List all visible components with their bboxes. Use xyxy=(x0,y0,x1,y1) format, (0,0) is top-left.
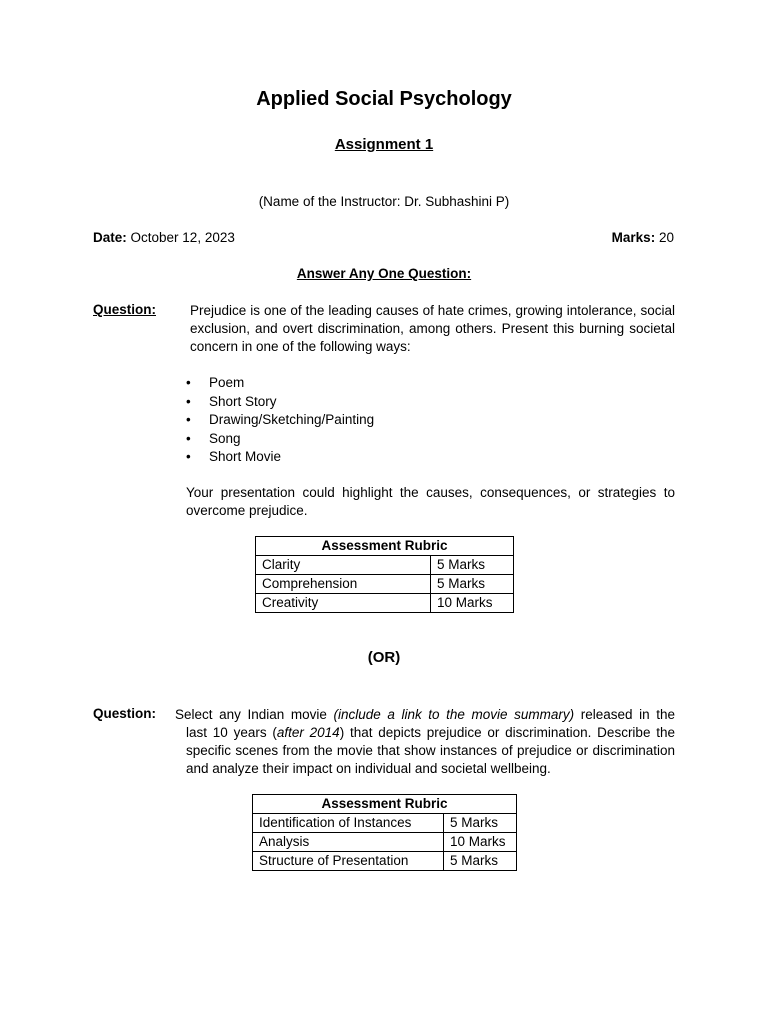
rubric-marks: 5 Marks xyxy=(431,575,514,594)
question-1-text: Prejudice is one of the leading causes of hate crimes, growing intolerance, social exclusion, and overt discrimination, among others. Present this burning societal concern in one of the following ways: xyxy=(190,303,675,354)
rubric-criterion: Structure of Presentation xyxy=(253,852,444,871)
q2-rest-end: ) that depicts prejudice or discrimination. Describe the specific scenes from the movie that show instances of prejudice or discrimination and analyze their impact on individual and societal wellbeing. xyxy=(186,725,675,776)
presentation-note: Your presentation could highlight the causes, consequences, or strategies to overcome prejudice. xyxy=(186,485,675,518)
table-header-row xyxy=(256,537,514,556)
question-1-label: Question: xyxy=(93,302,156,317)
list-item: • Drawing/Sketching/Painting xyxy=(186,411,374,430)
rubric-criterion: Creativity xyxy=(256,594,431,613)
q2-link-note: (include a link to the movie summary) xyxy=(333,707,575,722)
q2-year-note: after 2014 xyxy=(276,725,340,740)
date-line xyxy=(93,230,235,245)
rubric-criterion: Comprehension xyxy=(256,575,431,594)
rubric-marks: 10 Marks xyxy=(431,594,514,613)
marks-value: 20 xyxy=(658,230,674,245)
list-item: • Short Story xyxy=(186,393,374,412)
question-2-label: Question: xyxy=(93,706,156,721)
rubric-header: Assessment Rubric xyxy=(253,795,517,814)
q2-rest-start: last 10 years ( xyxy=(186,725,277,740)
rubric-criterion: Analysis xyxy=(253,833,444,852)
table-row xyxy=(253,814,517,833)
table-row xyxy=(256,594,514,613)
assignment-subtitle: Assignment 1 xyxy=(334,136,434,153)
marks-label: Marks: xyxy=(611,230,656,245)
rubric-marks: 5 Marks xyxy=(444,814,517,833)
question-2-text xyxy=(186,724,675,778)
rubric-header: Assessment Rubric xyxy=(256,537,514,556)
instruction-heading: Answer Any One Question: xyxy=(296,266,472,281)
presentation-options-list xyxy=(186,374,374,467)
table-row xyxy=(253,833,517,852)
instructor-line: (Name of the Instructor: Dr. Subhashini P) xyxy=(258,194,510,209)
rubric-table-2 xyxy=(252,794,517,871)
date-value: October 12, 2023 xyxy=(130,230,235,245)
table-row xyxy=(256,575,514,594)
table-row xyxy=(256,556,514,575)
rubric-criterion: Identification of Instances xyxy=(253,814,444,833)
rubric-criterion: Clarity xyxy=(256,556,431,575)
document-title: Applied Social Psychology xyxy=(256,88,512,110)
question-2-first-line xyxy=(175,706,675,724)
rubric-marks: 5 Marks xyxy=(444,852,517,871)
list-item: • Poem xyxy=(186,374,374,393)
rubric-marks: 5 Marks xyxy=(431,556,514,575)
table-row xyxy=(253,852,517,871)
q2-text-start: Select any Indian movie xyxy=(175,707,334,722)
rubric-table-1 xyxy=(255,536,514,613)
list-item: • Short Movie xyxy=(186,448,374,467)
list-item: • Song xyxy=(186,430,374,449)
q2-text-end: released in the xyxy=(574,707,675,722)
table-header-row xyxy=(253,795,517,814)
or-separator: (OR) xyxy=(367,649,401,666)
rubric-marks: 10 Marks xyxy=(444,833,517,852)
marks-line xyxy=(612,230,674,245)
date-label: Date: xyxy=(93,230,127,245)
